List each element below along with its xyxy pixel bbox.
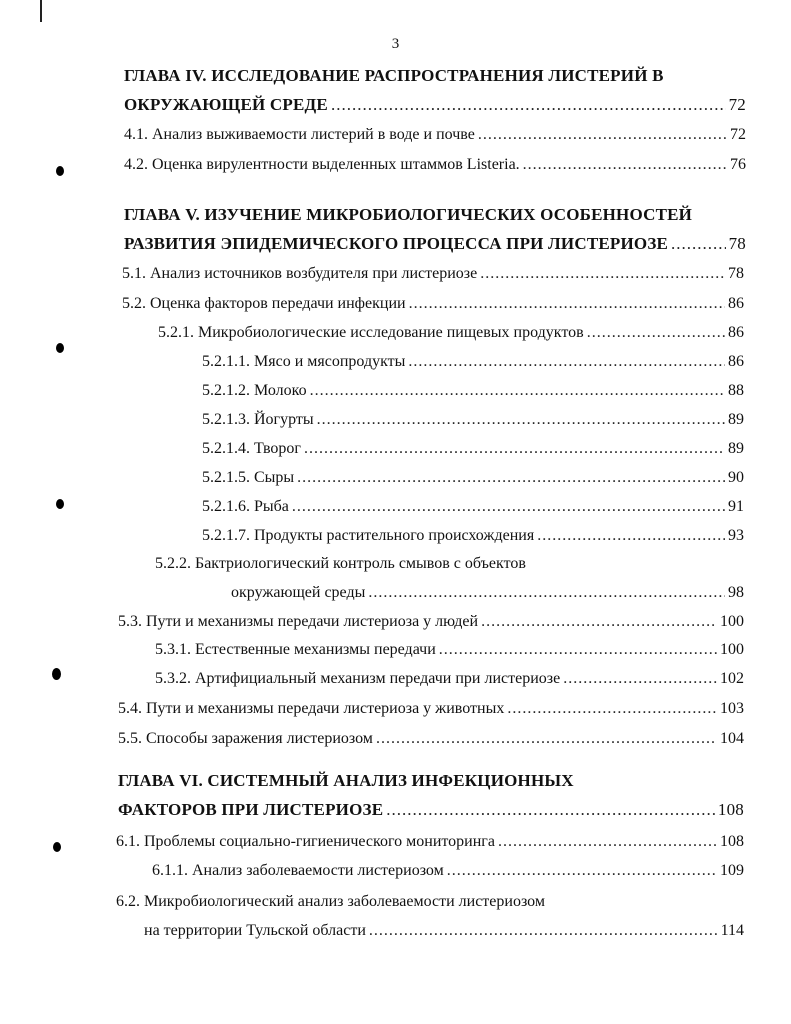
dot-leader xyxy=(481,612,717,632)
dot-leader xyxy=(317,410,725,430)
toc-entry: на территории Тульской области ..... 114 xyxy=(144,921,744,941)
dot-leader xyxy=(587,323,725,343)
toc-chapter-heading: РАЗВИТИЯ ЭПИДЕМИЧЕСКОГО ПРОЦЕССА ПРИ ЛИСТЕРИОЗЕ ..... 78 xyxy=(124,234,746,254)
toc-entry: 5.5. Способы заражения листериозом ..... 104 xyxy=(118,729,744,749)
dot-leader xyxy=(523,155,727,175)
toc-chapter-heading: ГЛАВА IV. ИССЛЕДОВАНИЕ РАСПРОСТРАНЕНИЯ ЛИСТЕРИЙ В xyxy=(124,66,664,85)
dot-leader xyxy=(498,832,717,852)
dot-leader xyxy=(304,439,725,459)
dot-leader xyxy=(480,264,725,284)
punch-hole-mark xyxy=(56,499,64,509)
toc-entry: 5.3.2. Артифициальный механизм передачи при листериозе ..... 102 xyxy=(155,669,744,689)
toc-entry: 5.2.2. Бактриологический контроль смывов с объектов xyxy=(155,555,526,572)
dot-leader xyxy=(297,468,725,488)
toc-entry: 6.2. Микробиологический анализ заболеваемости листериозом xyxy=(116,893,545,910)
toc-entry: 5.2.1.7. Продукты растительного происхождения ..... 93 xyxy=(202,526,744,546)
dot-leader xyxy=(537,526,725,546)
toc-entry: 5.2.1.5. Сыры ..... 90 xyxy=(202,468,744,488)
toc-entry: 6.1.1. Анализ заболеваемости листериозом ..... 109 xyxy=(152,861,744,881)
dot-leader xyxy=(386,800,715,820)
toc-chapter-heading: ФАКТОРОВ ПРИ ЛИСТЕРИОЗЕ ..... 108 xyxy=(118,800,744,820)
dot-leader xyxy=(292,497,725,517)
toc-entry: окружающей среды ..... 98 xyxy=(231,583,744,603)
dot-leader xyxy=(447,861,717,881)
dot-leader xyxy=(331,95,726,115)
toc-entry: 6.1. Проблемы социально-гигиенического мониторинга ..... 108 xyxy=(116,832,744,852)
toc-chapter-heading: ГЛАВА VI. СИСТЕМНЫЙ АНАЛИЗ ИНФЕКЦИОННЫХ xyxy=(118,771,574,790)
toc-entry: 5.2. Оценка факторов передачи инфекции ..... 86 xyxy=(122,294,744,314)
toc-entry: 5.3. Пути и механизмы передачи листериоза у людей ..... 100 xyxy=(118,612,744,632)
dot-leader xyxy=(376,729,717,749)
punch-hole-mark xyxy=(53,842,61,852)
dot-leader xyxy=(408,352,725,372)
dot-leader xyxy=(368,583,725,603)
toc-entry: 5.3.1. Естественные механизмы передачи ..... 100 xyxy=(155,640,744,660)
dot-leader xyxy=(671,234,726,254)
toc-entry: 5.2.1.2. Молоко ..... 88 xyxy=(202,381,744,401)
dot-leader xyxy=(439,640,717,660)
punch-hole-mark xyxy=(52,668,61,680)
toc-entry: 5.2.1.4. Творог ..... 89 xyxy=(202,439,744,459)
punch-hole-mark xyxy=(56,166,64,176)
toc-entry: 5.4. Пути и механизмы передачи листериоза у животных ..... 103 xyxy=(118,699,744,719)
dot-leader xyxy=(563,669,717,689)
toc-entry: 4.1. Анализ выживаемости листерий в воде и почве ..... 72 xyxy=(124,125,746,145)
page-number: 3 xyxy=(391,36,400,52)
toc-chapter-heading: ОКРУЖАЮЩЕЙ СРЕДЕ ..... 72 xyxy=(124,95,746,115)
dot-leader xyxy=(478,125,727,145)
toc-entry: 5.1. Анализ источников возбудителя при листериозе ..... 78 xyxy=(122,264,744,284)
toc-entry: 5.2.1.6. Рыба ..... 91 xyxy=(202,497,744,517)
toc-chapter-heading: ГЛАВА V. ИЗУЧЕНИЕ МИКРОБИОЛОГИЧЕСКИХ ОСОБЕННОСТЕЙ xyxy=(124,205,693,224)
scan-edge-line xyxy=(40,0,42,22)
toc-entry: 5.2.1. Микробиологические исследование пищевых продуктов ..... 86 xyxy=(158,323,744,343)
dot-leader xyxy=(310,381,725,401)
toc-entry: 5.2.1.1. Мясо и мясопродукты ..... 86 xyxy=(202,352,744,372)
toc-entry: 5.2.1.3. Йогурты ..... 89 xyxy=(202,410,744,430)
toc-entry: 4.2. Оценка вирулентности выделенных штаммов Listeria. ..... 76 xyxy=(124,155,746,175)
dot-leader xyxy=(369,921,718,941)
dot-leader xyxy=(409,294,725,314)
dot-leader xyxy=(507,699,717,719)
punch-hole-mark xyxy=(56,343,64,353)
